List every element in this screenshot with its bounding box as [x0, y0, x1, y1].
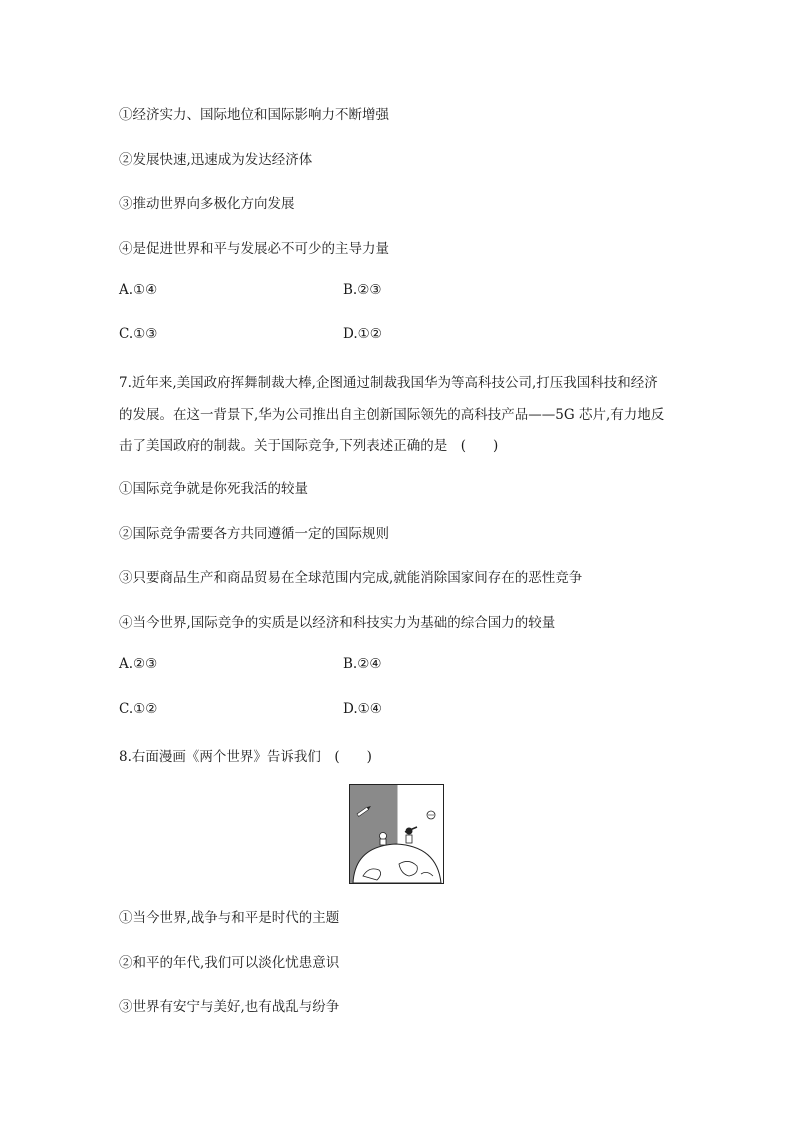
- q7-option-d: D.①④: [343, 701, 382, 717]
- q6-option-c: C.①③: [119, 326, 158, 342]
- q7-option-b: B.②④: [343, 656, 382, 672]
- two-worlds-cartoon: [349, 784, 444, 884]
- q6-statement-1: ①经济实力、国际地位和国际影响力不断增强: [119, 107, 389, 123]
- q7-statement-3: ③只要商品生产和商品贸易在全球范围内完成,就能消除国家间存在的恶性竞争: [119, 570, 583, 586]
- q6-option-b: B.②③: [343, 282, 382, 298]
- q7-option-c: C.①②: [119, 701, 158, 717]
- q7-stem-line-3: 击了美国政府的制裁。关于国际竞争,下列表述正确的是 ( ): [119, 438, 499, 454]
- q7-statement-4: ④当今世界,国际竞争的实质是以经济和科技实力为基础的综合国力的较量: [119, 615, 556, 631]
- q7-stem-line-1: 7.近年来,美国政府挥舞制裁大棒,企图通过制裁我国华为等高科技公司,打压我国科技和经济: [119, 375, 658, 391]
- q8-statement-2: ②和平的年代,我们可以淡化忧患意识: [119, 955, 340, 971]
- q8-statement-1: ①当今世界,战争与和平是时代的主题: [119, 910, 340, 926]
- q7-statement-1: ①国际竞争就是你死我活的较量: [119, 481, 308, 497]
- q8-statement-3: ③世界有安宁与美好,也有战乱与纷争: [119, 999, 340, 1015]
- q7-stem-line-2: 的发展。在这一背景下,华为公司推出自主创新国际领先的高科技产品——5G 芯片,有力地反: [119, 407, 665, 423]
- q6-statement-2: ②发展快速,迅速成为发达经济体: [119, 152, 313, 168]
- q6-option-d: D.①②: [343, 326, 382, 342]
- q6-statement-4: ④是促进世界和平与发展必不可少的主导力量: [119, 241, 389, 257]
- q6-statement-3: ③推动世界向多极化方向发展: [119, 196, 295, 212]
- q7-option-a: A.②③: [119, 656, 158, 672]
- q7-statement-2: ②国际竞争需要各方共同遵循一定的国际规则: [119, 526, 389, 542]
- q6-option-a: A.①④: [119, 282, 158, 298]
- q8-stem: 8.右面漫画《两个世界》告诉我们 ( ): [119, 749, 372, 765]
